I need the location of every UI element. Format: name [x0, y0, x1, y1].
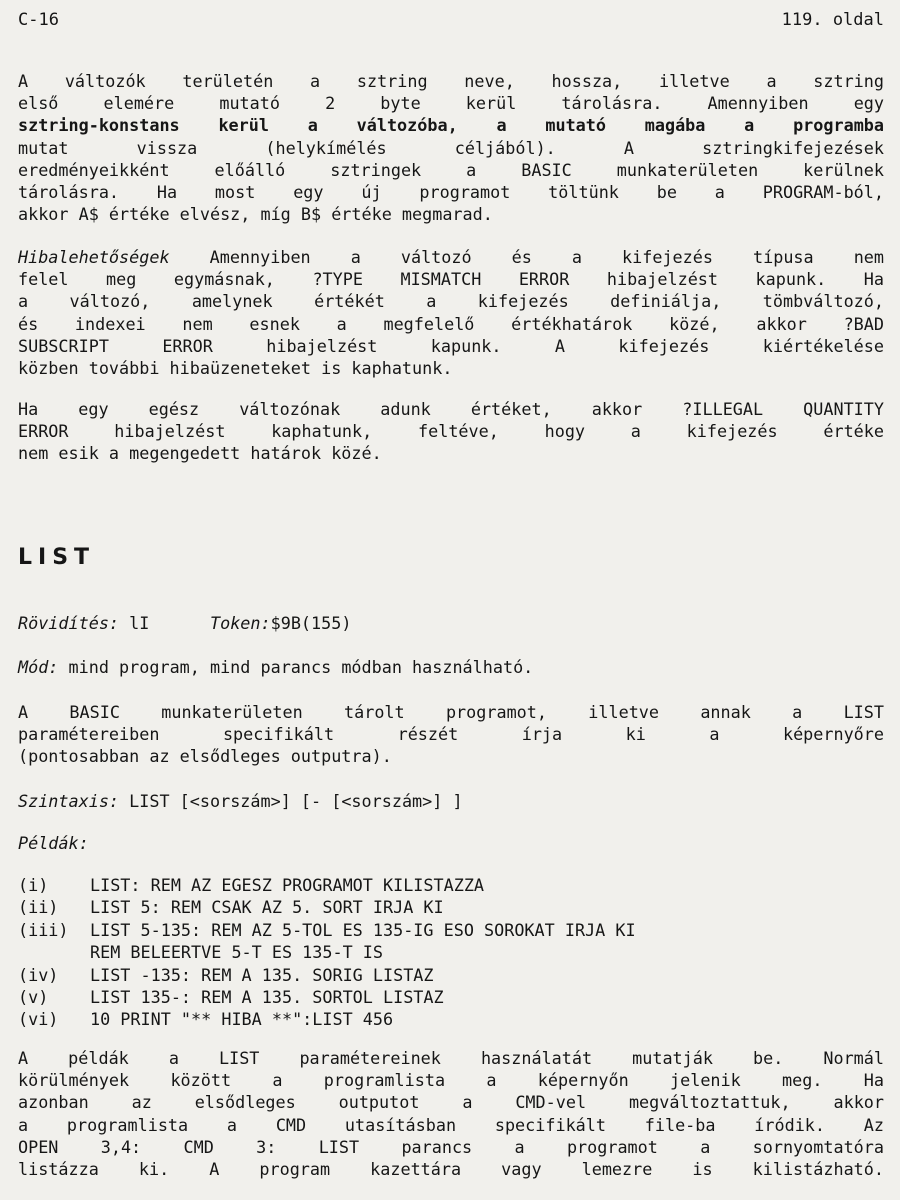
text-line: akkor A$ értéke elvész, míg B$ értéke megmarad.: [18, 204, 493, 225]
paragraph-string-storage: [18, 70, 884, 225]
text-line: és indexei nem esnek a megfelelő értékhatárok közé, akkor ?BAD: [18, 313, 884, 334]
abbreviation-value: lI: [129, 613, 150, 633]
example-item: [18, 941, 884, 963]
paragraph-integer-error: [18, 398, 884, 465]
token-value: $9B(155): [270, 613, 352, 633]
page-header: [18, 10, 884, 36]
syntax-value: LIST [<sorszám>] [- [<sorszám>] ]: [129, 791, 463, 811]
example-code: LIST -135: REM A 135. SORIG LISTAZ: [90, 964, 434, 985]
examples-list: [18, 874, 884, 1031]
text-line: közben további hibaüzeneteket is kaphatunk.: [18, 358, 453, 379]
text-line: a programlista a CMD utasításban specifikált file-ba íródik. Az: [18, 1114, 884, 1135]
text-line: A változók területén a sztring neve, hossza, illetve a sztring: [18, 71, 884, 91]
example-number: (ii): [18, 897, 59, 918]
example-number: (vi): [18, 1009, 59, 1030]
example-code: LIST: REM AZ EGESZ PROGRAMOT KILISTAZZA: [90, 875, 485, 895]
text-line: tárolásra. Ha most egy új programot töltünk be a PROGRAM-ból,: [18, 182, 884, 203]
syntax-row: [18, 790, 463, 812]
mode-row: [18, 656, 533, 678]
page-number: 119. oldal: [781, 10, 884, 30]
text-line: körülmények között a programlista a képernyőn jelenik meg. Ha: [18, 1070, 884, 1091]
text-line: első elemére mutató 2 byte kerül tárolásra. Amennyiben egy: [18, 93, 884, 114]
example-code: LIST 135-: REM A 135. SORTOL LISTAZ: [90, 986, 444, 1007]
example-number: (iii): [18, 919, 69, 940]
text-line: Ha egy egész változónak adunk értéket, akkor ?ILLEGAL QUANTITY: [18, 399, 884, 419]
example-item: [18, 896, 884, 918]
text-line: OPEN 3,4: CMD 3: LIST parancs a programot a sornyomtatóra: [18, 1136, 884, 1157]
section-title: LIST: [18, 545, 96, 570]
page: [18, 0, 884, 1200]
text-line: Hibalehetőségek Amennyiben a változó és a kifejezés típusa nem: [18, 247, 885, 267]
text-line: sztring-konstans kerül a változóba, a mutató magába a programba: [18, 115, 884, 136]
closing-paragraph: [18, 1047, 884, 1180]
example-code: 10 PRINT "** HIBA **":LIST 456: [90, 1009, 394, 1030]
example-code: LIST 5: REM CSAK AZ 5. SORT IRJA KI: [90, 897, 444, 918]
text-line: A BASIC munkaterületen tárolt programot, illetve annak a LIST: [18, 702, 884, 722]
text-line: A példák a LIST paramétereinek használatát mutatják be. Normál: [18, 1048, 884, 1068]
text-line: nem esik a megengedett határok közé.: [18, 443, 382, 464]
list-description: [18, 701, 884, 768]
text-line: felel meg egymásnak, ?TYPE MISMATCH ERROR hibajelzést kapunk. Ha: [18, 269, 884, 290]
example-item: [18, 964, 884, 986]
text-line: azonban az elsődleges outputot a CMD-vel megváltoztattuk, akkor: [18, 1092, 884, 1113]
text-line: paramétereiben specifikált részét írja ki a képernyőre: [18, 724, 884, 745]
text-line: listázza ki. A program kazettára vagy lemezre is kilistázható.: [18, 1159, 884, 1180]
text-line: a változó, amelynek értékét a kifejezés definiálja, tömbváltozó,: [18, 291, 884, 312]
example-item: [18, 1008, 884, 1030]
example-code: REM BELEERTVE 5-T ES 135-T IS: [90, 942, 383, 963]
text-line: eredményeikként előálló sztringek a BASIC munkaterületen kerülnek: [18, 159, 884, 180]
example-number: (iv): [18, 964, 59, 985]
token-label: Token:: [210, 613, 271, 633]
syntax-label: Szintaxis:: [18, 791, 120, 811]
paragraph-error-possibilities: [18, 246, 884, 379]
example-code: LIST 5-135: REM AZ 5-TOL ES 135-IG ESO SOROKAT IRJA KI: [90, 919, 636, 940]
page-code: C-16: [18, 10, 59, 30]
example-number: (v): [18, 986, 49, 1007]
error-lead: Hibalehetőségek: [18, 247, 170, 267]
mode-value: mind program, mind parancs módban használható.: [68, 657, 534, 677]
text-line: SUBSCRIPT ERROR hibajelzést kapunk. A kifejezés kiértékelése: [18, 335, 884, 356]
text-line: (pontosabban az elsődleges outputra).: [18, 746, 392, 767]
mode-label: Mód:: [18, 657, 59, 677]
text-line: mutat vissza (helykímélés céljából). A sztringkifejezések: [18, 137, 884, 158]
example-item: [18, 919, 884, 941]
text-line: ERROR hibajelzést kaphatunk, feltéve, hogy a kifejezés értéke: [18, 421, 884, 442]
example-number: (i): [18, 875, 49, 895]
abbreviation-row: [18, 612, 351, 634]
examples-label: Példák:: [18, 833, 89, 853]
example-item: [18, 986, 884, 1008]
example-item: [18, 874, 884, 896]
abbreviation-label: Rövidítés:: [18, 613, 120, 633]
